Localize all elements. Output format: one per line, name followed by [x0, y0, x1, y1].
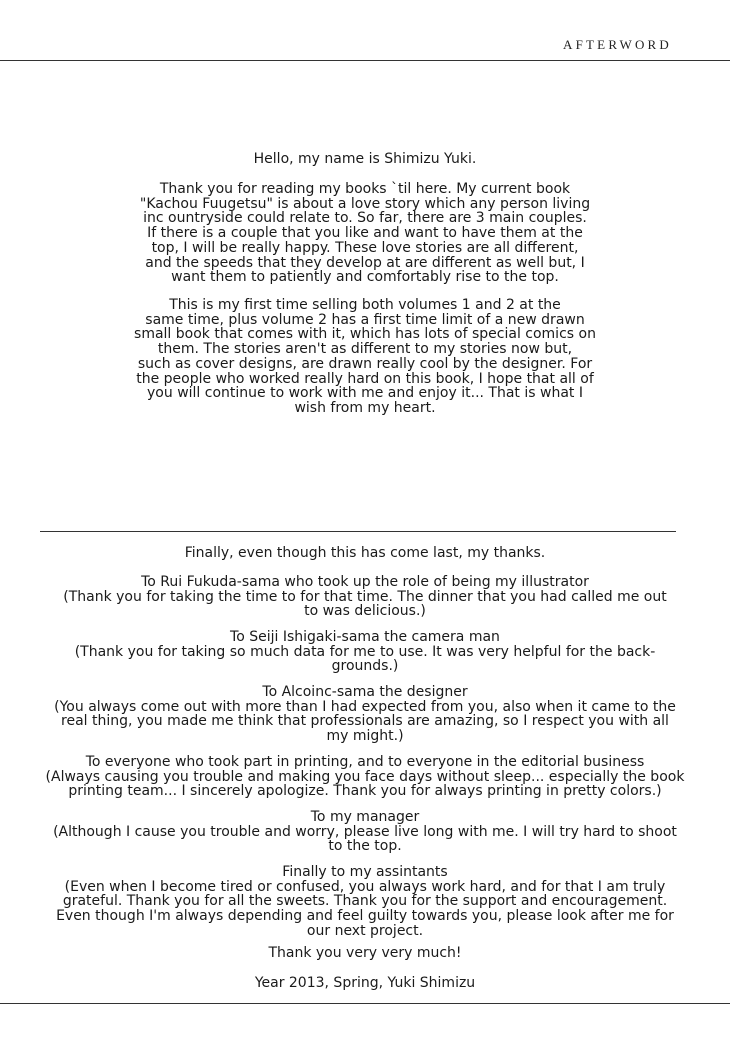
top-divider: [0, 60, 730, 61]
signature-line: Year 2013, Spring, Yuki Shimizu: [254, 975, 476, 991]
acknowledgement-line: (Even when I become tired or confused, you always work hard, and for that I am truly: [64, 878, 666, 895]
paragraph-line: inc ountryside could relate to. So far, there are 3 main couples.: [143, 210, 587, 227]
acknowledgement-recipient: Finally to my assintants: [282, 864, 448, 880]
acknowledgement-assistants: [0, 865, 730, 939]
paragraph-line: top, I will be really happy. These love stories are all different,: [151, 239, 579, 256]
acknowledgement-designer: [0, 685, 730, 744]
acknowledgement-camera-man: [0, 630, 730, 674]
paragraph-line: such as cover designs, are drawn really cool by the designer. For: [137, 355, 593, 372]
thanks-intro-line: Finally, even though this has come last, my thanks.: [184, 545, 546, 561]
paragraph-line: the people who worked really hard on this book, I hope that all of: [136, 370, 594, 387]
page-title: AFTERWORD: [563, 37, 672, 52]
acknowledgement-line: (Thank you for taking so much data for me to use. It was very helpful for the back-: [74, 643, 656, 660]
paragraph-line: same time, plus volume 2 has a first time limit of a new drawn: [145, 311, 585, 328]
acknowledgement-line: our next project.: [306, 922, 424, 939]
acknowledgement-recipient: To everyone who took part in printing, and to everyone in the editorial business: [85, 754, 645, 770]
acknowledgement-line: Even though I'm always depending and feel guilty towards you, please look after me for: [56, 908, 674, 925]
acknowledgement-manager: [0, 810, 730, 854]
bottom-divider: [0, 1003, 730, 1004]
acknowledgement-line: (You always come out with more than I had expected from you, also when it came to the: [54, 698, 676, 715]
paragraph-line: small book that comes with it, which has lots of special comics on: [134, 326, 596, 343]
signature: [0, 976, 730, 991]
intro-paragraph-1: [0, 182, 730, 285]
greeting-line: Hello, my name is Shimizu Yuki.: [253, 151, 477, 167]
acknowledgement-illustrator: [0, 575, 730, 619]
acknowledgement-line: to the top.: [328, 838, 402, 855]
acknowledgement-line: (Although I cause you trouble and worry, please live long with me. I will try hard to shoot: [53, 823, 677, 840]
paragraph-line: wish from my heart.: [294, 399, 436, 416]
paragraph-line: Thank you for reading my books `til here. My current book: [159, 181, 571, 197]
acknowledgement-line: to was delicious.): [304, 603, 426, 620]
acknowledgement-line: printing team... I sincerely apologize. Thank you for always printing in pretty colors.): [68, 783, 662, 800]
acknowledgement-line: grateful. Thank you for all the sweets. Thank you for the support and encouragement.: [62, 893, 668, 910]
acknowledgement-line: (Always causing you trouble and making you face days without sleep... especially the book: [45, 768, 685, 785]
acknowledgement-recipient: To Rui Fukuda-sama who took up the role of being my illustrator: [141, 574, 589, 590]
acknowledgement-line: my might.): [326, 728, 404, 745]
paragraph-line: and the speeds that they develop at are different as well but, I: [145, 254, 585, 271]
acknowledgement-line: real thing, you made me think that professionals are amazing, so I respect you with all: [61, 713, 669, 730]
acknowledgement-line: grounds.): [331, 658, 399, 675]
acknowledgement-recipient: To my manager: [310, 809, 420, 825]
acknowledgement-printing: [0, 755, 730, 799]
paragraph-line: If there is a couple that you like and want to have them at the: [147, 225, 583, 242]
thanks-intro: [0, 546, 730, 561]
section-divider: [40, 531, 676, 532]
final-thanks: [0, 946, 730, 961]
paragraph-line: you will continue to work with me and enjoy it... That is what I: [147, 385, 583, 402]
paragraph-line: "Kachou Fuugetsu" is about a love story which any person living: [139, 195, 591, 212]
paragraph-line: them. The stories aren't as different to my stories now but,: [157, 341, 573, 358]
acknowledgement-recipient: To Alcoinc-sama the designer: [262, 684, 468, 700]
paragraph-line: want them to patiently and comfortably rise to the top.: [171, 269, 559, 286]
paragraph-line: This is my first time selling both volumes 1 and 2 at the: [169, 297, 561, 313]
greeting: [0, 152, 730, 167]
acknowledgement-recipient: To Seiji Ishigaki-sama the camera man: [230, 629, 500, 645]
acknowledgement-line: (Thank you for taking the time to for that time. The dinner that you had called me out: [63, 588, 667, 605]
intro-paragraph-2: [0, 298, 730, 416]
final-thanks-line: Thank you very very much!: [268, 945, 462, 961]
